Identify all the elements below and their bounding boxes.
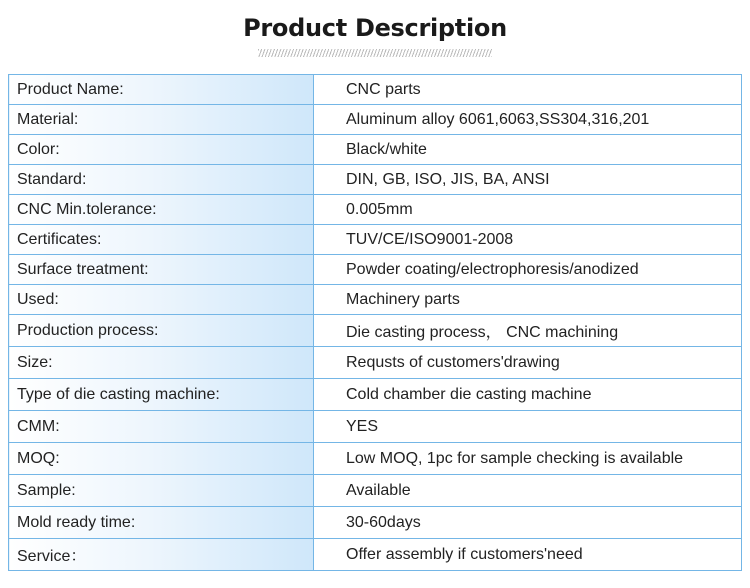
- spec-label: CMM:: [9, 411, 314, 443]
- spec-label: Standard:: [9, 165, 314, 195]
- spec-label: Product Name:: [9, 75, 314, 105]
- spec-value: Available: [314, 475, 742, 507]
- spec-table: [8, 74, 742, 571]
- spec-label: Used:: [9, 285, 314, 315]
- table-row: [9, 539, 742, 571]
- table-row: [9, 475, 742, 507]
- spec-value: Requsts of customers'drawing: [314, 347, 742, 379]
- table-row: [9, 379, 742, 411]
- table-row: [9, 75, 742, 105]
- spec-label: Type of die casting machine:: [9, 379, 314, 411]
- table-row: [9, 255, 742, 285]
- table-row: [9, 225, 742, 255]
- title-decorative-rule: [258, 49, 492, 57]
- spec-label: MOQ:: [9, 443, 314, 475]
- table-row: [9, 285, 742, 315]
- table-row: [9, 315, 742, 347]
- spec-value: Cold chamber die casting machine: [314, 379, 742, 411]
- table-row: [9, 443, 742, 475]
- table-row: [9, 135, 742, 165]
- spec-label: Size:: [9, 347, 314, 379]
- table-row: [9, 105, 742, 135]
- spec-value: Die casting process， CNC machining: [314, 315, 742, 347]
- table-row: [9, 507, 742, 539]
- table-row: [9, 347, 742, 379]
- spec-label: Material:: [9, 105, 314, 135]
- spec-label: Mold ready time:: [9, 507, 314, 539]
- spec-label: CNC Min.tolerance:: [9, 195, 314, 225]
- spec-label: Service：: [9, 539, 314, 571]
- spec-value: Offer assembly if customers'need: [314, 539, 742, 571]
- page-title: Product Description: [243, 14, 507, 42]
- spec-label: Sample:: [9, 475, 314, 507]
- spec-value: DIN, GB, ISO, JIS, BA, ANSI: [314, 165, 742, 195]
- spec-value: YES: [314, 411, 742, 443]
- spec-value: Aluminum alloy 6061,6063,SS304,316,201: [314, 105, 742, 135]
- spec-value: TUV/CE/ISO9001-2008: [314, 225, 742, 255]
- table-row: [9, 411, 742, 443]
- spec-label: Production process:: [9, 315, 314, 347]
- table-row: [9, 165, 742, 195]
- spec-value: Powder coating/electrophoresis/anodized: [314, 255, 742, 285]
- spec-value: 30-60days: [314, 507, 742, 539]
- spec-value: Machinery parts: [314, 285, 742, 315]
- spec-label: Surface treatment:: [9, 255, 314, 285]
- spec-label: Color:: [9, 135, 314, 165]
- spec-label: Certificates:: [9, 225, 314, 255]
- spec-value: CNC parts: [314, 75, 742, 105]
- spec-value: Low MOQ, 1pc for sample checking is available: [314, 443, 742, 475]
- table-row: [9, 195, 742, 225]
- spec-value: 0.005mm: [314, 195, 742, 225]
- spec-value: Black/white: [314, 135, 742, 165]
